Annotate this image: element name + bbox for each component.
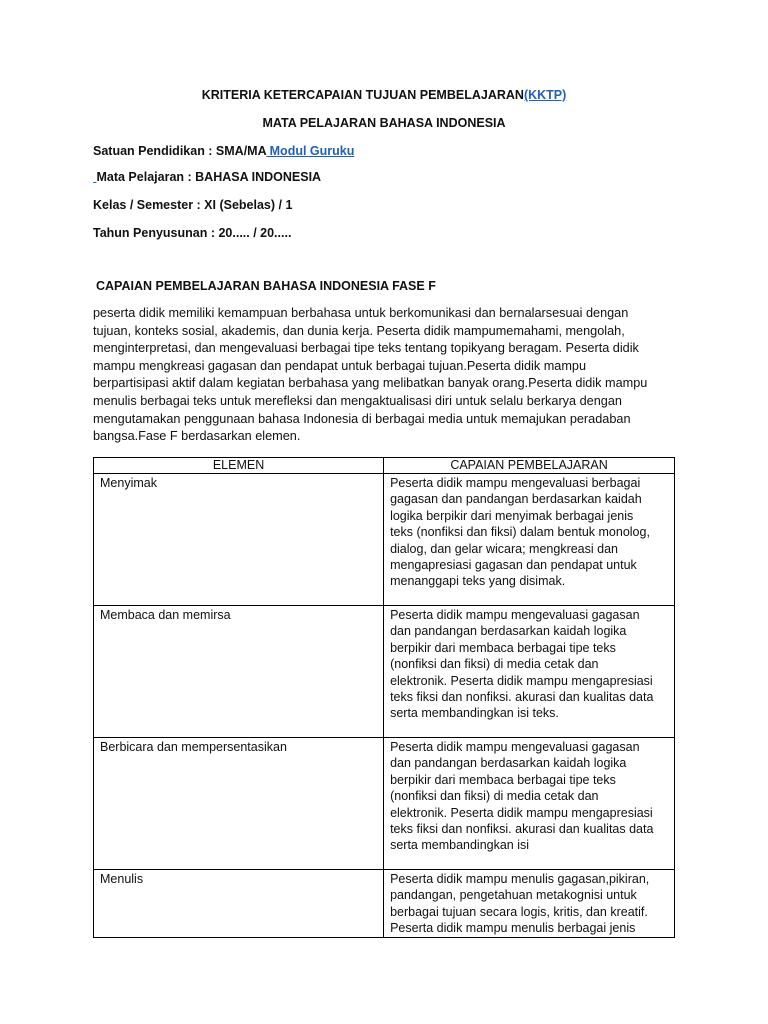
capaian-cell — [384, 870, 675, 938]
document-title-text: KRITERIA KETERCAPAIAN TUJUAN PEMBELAJARAN — [201, 88, 524, 102]
intro-line: menginterpretasi, dan mengevaluasi berbagai tipe teks tentang topikyang beragam. Peserta didik — [93, 341, 639, 356]
capaian-line: berpikir dari membaca berbagai tipe teks — [390, 640, 616, 655]
capaian-line: Peserta didik mampu menulis berbagai jenis — [390, 921, 636, 936]
intro-line: menulis berbagai teks untuk merefleksi dan mengaktualisasi diri untuk selalu berkarya dengan — [93, 393, 622, 408]
capaian-line: (nonfiksi dan fiksi) di media cetak dan — [390, 657, 599, 672]
elemen-cell: Menulis — [94, 870, 384, 938]
capaian-line: berpikir dari membaca berbagai tipe teks — [390, 772, 616, 787]
capaian-cell — [384, 606, 675, 738]
capaian-cell — [384, 474, 675, 606]
capaian-line: mengapresiasi gagasan dan pendapat untuk — [390, 558, 637, 573]
capaian-line: elektronik. Peserta didik mampu mengapresiasi — [390, 673, 653, 688]
capaian-line: serta membandingkan isi — [390, 838, 530, 853]
capaian-line: gagasan dan pandangan berdasarkan kaidah — [390, 492, 642, 507]
tahun-penyusunan-line: Tahun Penyusunan : 20..... / 20..... — [93, 226, 292, 240]
capaian-line: pandangan, pengetahuan metakognisi untuk — [390, 888, 637, 903]
satuan-pendidikan-label: Satuan Pendidikan : SMA/MA — [93, 144, 267, 158]
intro-line: mampu mengkreasi gagasan dan pendapat untuk berbagai tujuan.Peserta didik mampu — [93, 358, 587, 373]
intro-line: berpartisipasi aktif dalam kegiatan berbahasa yang melibatkan banyak orang.Peserta didik mampu — [93, 376, 648, 391]
capaian-line: menanggapi teks yang disimak. — [390, 574, 566, 589]
satuan-pendidikan-line — [93, 144, 354, 158]
elemen-cell: Membaca dan memirsa — [94, 606, 384, 738]
table-row — [94, 738, 675, 870]
table-row — [94, 870, 675, 938]
kelas-semester-line: Kelas / Semester : XI (Sebelas) / 1 — [93, 198, 293, 212]
capaian-cell — [384, 738, 675, 870]
capaian-line: Peserta didik mampu mengevaluasi gagasan — [390, 608, 640, 622]
header-elemen: ELEMEN — [94, 458, 384, 474]
intro-line: tujuan, konteks sosial, akademis, dan dunia kerja. Peserta didik mampumemahami, mengolah, — [93, 323, 625, 338]
capaian-line: berbagai tujuan secara logis, kritis, dan kreatif. — [390, 904, 648, 919]
capaian-pembelajaran-table — [93, 457, 675, 938]
capaian-line: teks fiksi dan nonfiksi. akurasi dan kualitas data — [390, 690, 654, 705]
table-header-row — [94, 458, 675, 474]
capaian-line: Peserta didik mampu mengevaluasi gagasan — [390, 740, 640, 754]
capaian-line: dialog, dan gelar wicara; mengkreasi dan — [390, 541, 618, 556]
intro-line: bangsa.Fase F berdasarkan elemen. — [93, 429, 301, 444]
capaian-line: Peserta didik mampu menulis gagasan,pikiran, — [390, 872, 650, 886]
intro-line: mengutamakan penggunaan bahasa Indonesia di berbagai media untuk memajukan peradaban — [93, 411, 631, 426]
capaian-line: dan pandangan berdasarkan kaidah logika — [390, 624, 627, 639]
header-capaian-pembelajaran: CAPAIAN PEMBELAJARAN — [384, 458, 675, 474]
document-subtitle: MATA PELAJARAN BAHASA INDONESIA — [262, 116, 506, 130]
mata-pelajaran-line — [93, 170, 321, 184]
modul-guruku-link[interactable]: Modul Guruku — [266, 144, 355, 158]
capaian-line: serta membandingkan isi teks. — [390, 706, 559, 721]
capaian-line: dan pandangan berdasarkan kaidah logika — [390, 756, 627, 771]
intro-line: peserta didik memiliki kemampuan berbahasa untuk berkomunikasi dan bernalarsesuai dengan — [93, 306, 629, 320]
intro-paragraph — [93, 305, 678, 446]
capaian-line: teks (nonfiksi dan fiksi) dalam bentuk monolog, — [390, 525, 650, 540]
document-title — [0, 88, 768, 102]
kktp-link[interactable]: (KKTP) — [523, 88, 567, 102]
capaian-line: Peserta didik mampu mengevaluasi berbagai — [390, 476, 641, 490]
elemen-cell: Menyimak — [94, 474, 384, 606]
table-row — [94, 474, 675, 606]
elemen-cell: Berbicara dan mempersentasikan — [94, 738, 384, 870]
capaian-line: (nonfiksi dan fiksi) di media cetak dan — [390, 789, 599, 804]
section-heading: CAPAIAN PEMBELAJARAN BAHASA INDONESIA FASE F — [96, 279, 436, 293]
capaian-line: teks fiksi dan nonfiksi. akurasi dan kualitas data — [390, 822, 654, 837]
capaian-line: elektronik. Peserta didik mampu mengapresiasi — [390, 805, 653, 820]
capaian-line: logika berpikir dari menyimak berbagai jenis — [390, 508, 634, 523]
table-row — [94, 606, 675, 738]
mata-pelajaran-label: Mata Pelajaran : BAHASA INDONESIA — [96, 170, 322, 184]
